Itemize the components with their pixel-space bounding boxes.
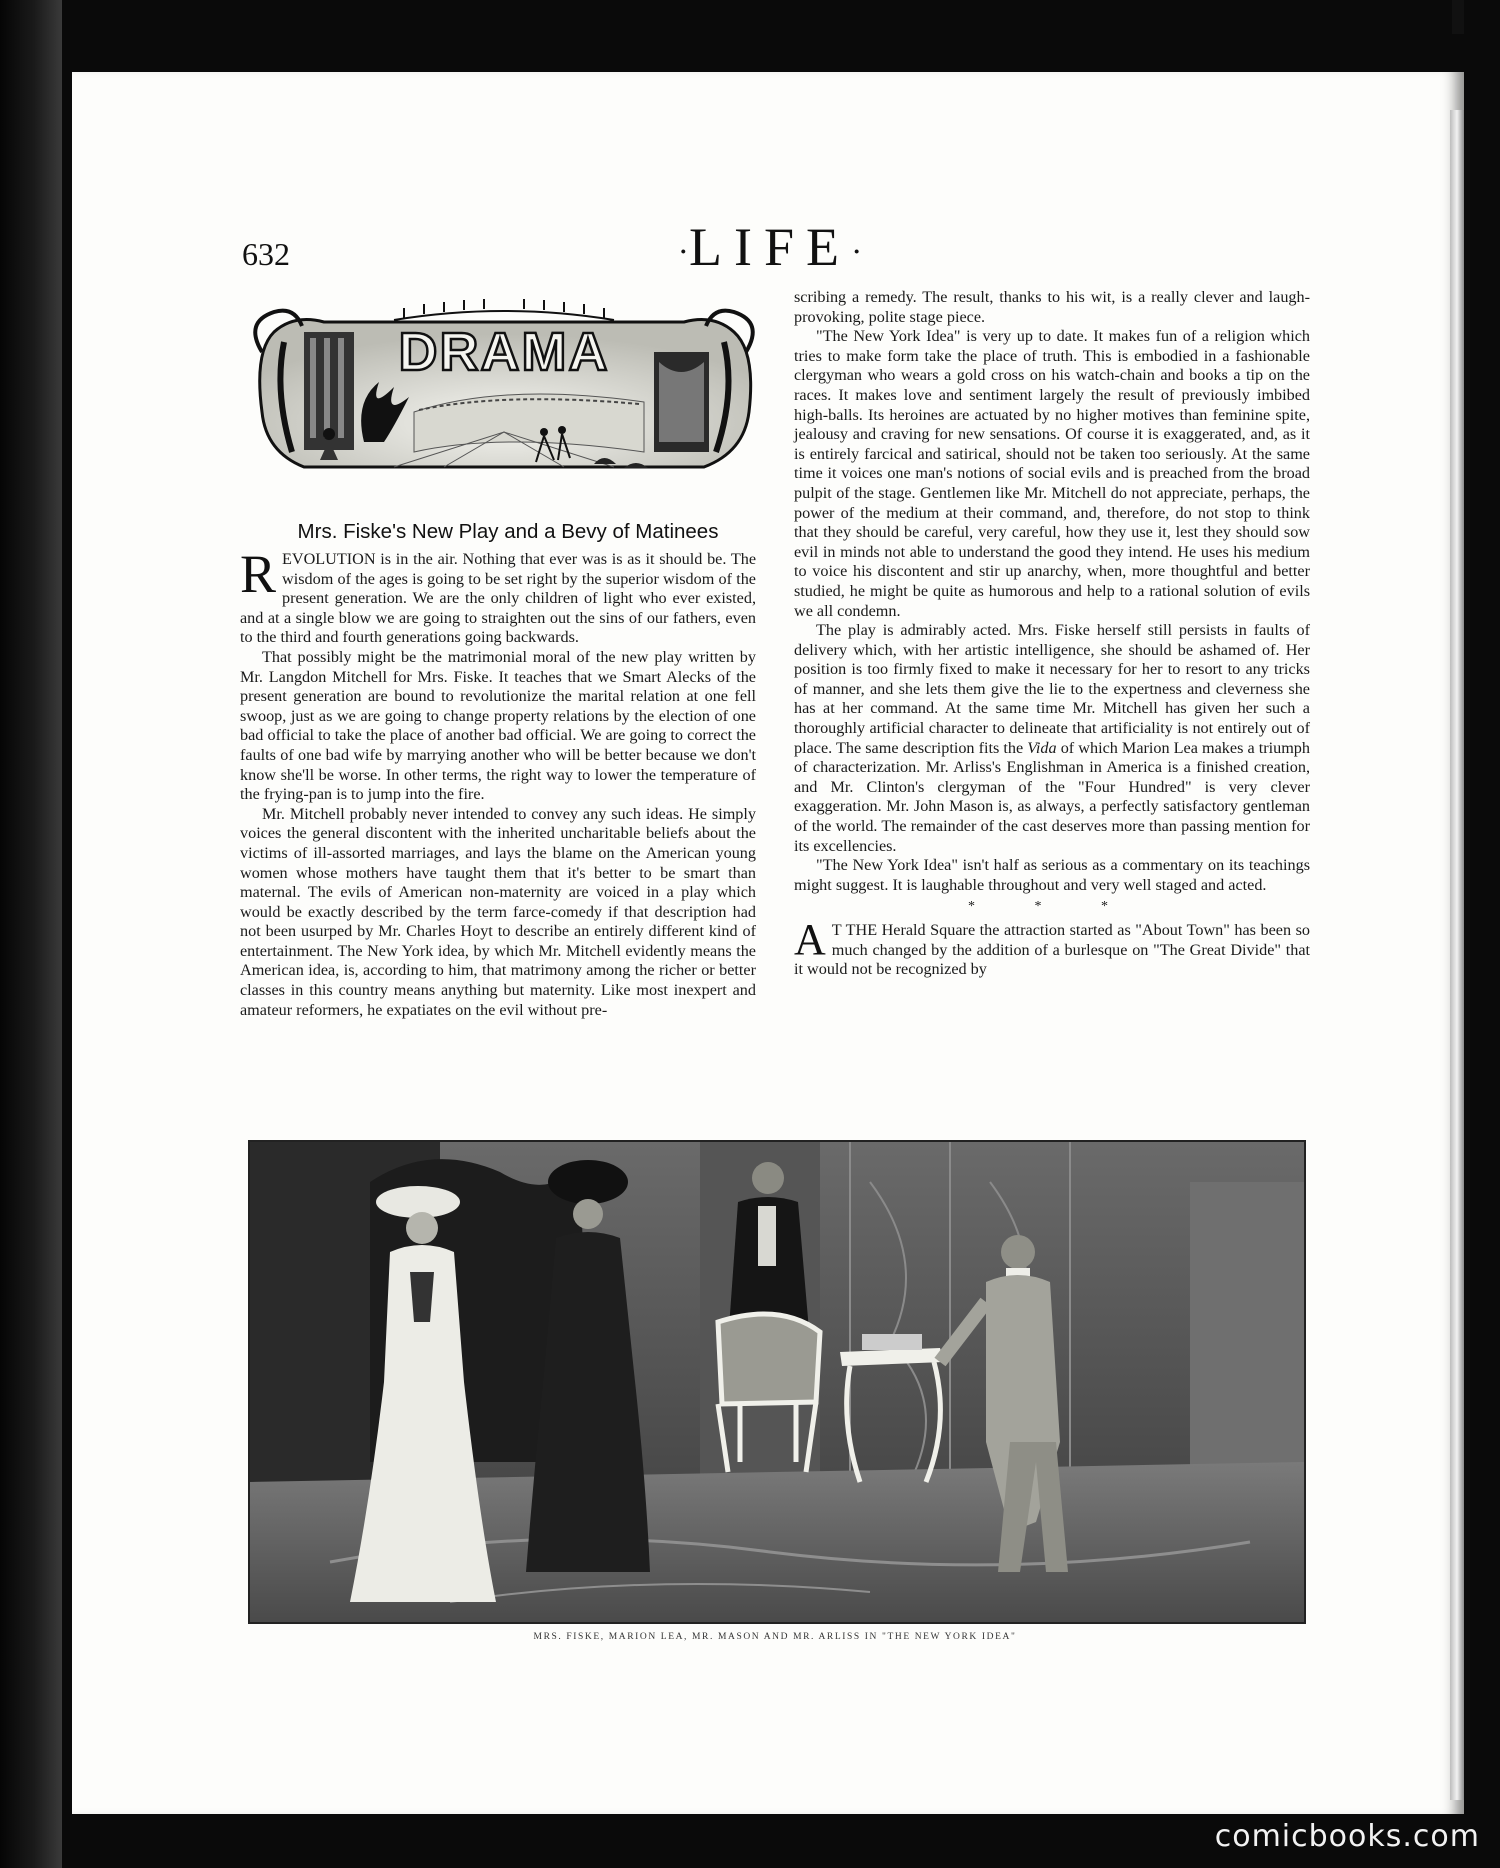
scan-dark-left-margin: [0, 0, 62, 1868]
article-paragraph-6: The play is admirably acted. Mrs. Fiske herself still persists in faults of delivery which, with her artistic intelligence, she should be ashamed of. Her position is too firmly fixed to make it necessary for her to resort to any tricks of manner, and she lets them give the lie to the expertness and cleverness she has at her command. At the same time Mr. Mitchell has given her such a thoroughly artificial character to delineate that artificiality is not entirely out of place. The same description fits the Vida of which Marion Lea makes a triumph of characterization. Mr. Arliss's Englishman in America is a finished creation, and Mr. Clinton's clergyman of the "Four Hundred" is very clever exaggeration. Mr. John Mason is, as always, a perfectly satisfactory gentleman of the world. The remainder of the cast deserves more than passing mention for its excellencies.: [794, 621, 1310, 855]
page-fold-edge: [1450, 110, 1464, 1800]
drama-banner-illustration: [244, 292, 764, 492]
masthead-dot-right: ·: [851, 233, 863, 271]
article-paragraph-2: That possibly might be the matrimonial moral of the new play written by Mr. Langdon Mitchell for Mrs. Fiske. It teaches that we Smart Alecks of the present generation are bound to revolutionize the marital relation at one fell swoop, just as we are going to change property relations by the election of one bad official to take the place of another bad official. We are going to correct the faults of one bad wife by marrying another who will be better because we don't know she'll be worse. In other terms, the right way to lower the temperature of the frying-pan is to jump into the fire.: [240, 647, 756, 804]
stage-photograph: [248, 1140, 1306, 1624]
play-character-vida: Vida: [1027, 738, 1057, 757]
drop-cap-a: A: [794, 915, 826, 964]
article-paragraph-4: scribing a remedy. The result, thanks to his wit, is a really clever and laugh-provoking, polite stage piece.: [794, 288, 1310, 326]
article-subhead: Mrs. Fiske's New Play and a Bevy of Matinees: [297, 520, 719, 543]
article-paragraph-8: A T THE Herald Square the attraction started as "About Town" has been so much changed by the addition of a burlesque on "The Great Divide" that it would not be recognized by: [794, 915, 1310, 979]
watermark: comicbooks.com: [1214, 1819, 1480, 1854]
scan-dark-right-margin: [1464, 0, 1500, 1868]
article-paragraph-1: REVOLUTION is in the air. Nothing that ever was is as it should be. The wisdom of the ages is going to be set right by the superior wisdom of the present generation. We are the only children of light who ever existed, and at a single blow we are going to straighten out the sins of our fathers, even to the third and fourth generations going backwards.: [240, 544, 756, 647]
masthead-dot-left: ·: [677, 233, 689, 271]
article-right-column: [794, 288, 1310, 980]
article-paragraph-7: "The New York Idea" isn't half as serious as a commentary on its teachings might suggest. It is laughable throughout and very well staged and acted.: [794, 856, 1310, 894]
photo-caption: MRS. FISKE, MARION LEA, MR. MASON AND MR. ARLISS IN "THE NEW YORK IDEA": [533, 1632, 1017, 1642]
article-paragraph-3: Mr. Mitchell probably never intended to convey any such ideas. He simply voices the general discontent with the inherited uncharitable beliefs about the victims of ill-assorted marriages, and lays the blame on the American young women whose mothers have taught them that it's better to be smart than maternal. The evils of American non-maternity are voiced in a play which would be exactly described by the term farce-comedy if that description had not been usurped by Mr. Charles Hoyt to describe an entirely different kind of entertainment. The New York idea, by which Mr. Mitchell evidently means the American idea, is, according to him, that matrimony among the richer or better classes in this country means anything but maternity. Like most inexpert and amateur reformers, he expatiates on the evil without pre-: [240, 804, 756, 1019]
masthead: [640, 216, 900, 278]
drop-cap-r: R: [240, 544, 277, 604]
banner-heading: DRAMA: [398, 322, 610, 382]
article-paragraph-5: "The New York Idea" is very up to date. It makes fun of a religion which tries to make form take the place of truth. This is embodied in a fashionable clergyman who wears a gold cross on his watch-chain and books a tip on the races. It makes love and sentiment largely the result of previously imbibed high-balls. Its heroines are actuated by no higher motives than feminine spite, jealousy and craving for new sensations. Of course it is exaggerated, and, as it is entirely farcical and satirical, should not be taken too seriously. At the same time it voices one man's notions of social evils and is preached from the broad pulpit of the stage. Gentlemen like Mr. Mitchell do not appreciate, perhaps, the power of the medium at their command, and, therefore, do not stop to think that they should be careful, very careful, how they use it, lest they should sow evil in minds not able to understand the good they intend. He uses his medium to voice his discontent and stir up anarchy, when, more thoughtful and better studied, he might be quite as humorous and help to a rational solution of evils we all condemn.: [794, 327, 1310, 620]
page-number: 632: [242, 236, 290, 272]
masthead-title: LIFE: [689, 217, 851, 277]
article-left-column: [240, 544, 756, 1020]
section-separator-stars: * * *: [968, 899, 1136, 915]
